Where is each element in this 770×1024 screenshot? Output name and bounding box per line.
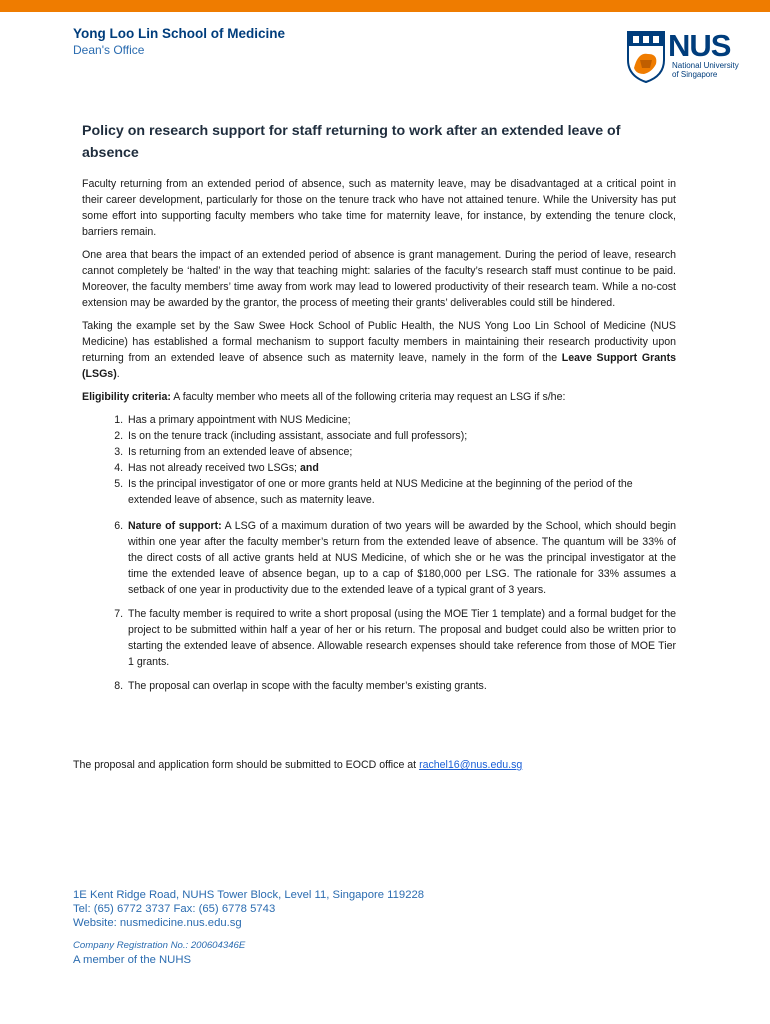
paragraph-mechanism bbox=[82, 318, 676, 382]
lsg-name: Leave Support Grants (LSGs) bbox=[82, 352, 676, 380]
submission-note bbox=[73, 759, 522, 771]
eligibility-text: A faculty member who meets all of the following criteria may request an LSG if s/he: bbox=[170, 391, 566, 403]
list-item: 5. Is the principal investigator of one or more grants held at NUS Medicine at the beginning of the period of the extended leave of absence, such as maternity leave. bbox=[126, 476, 676, 508]
letterhead bbox=[73, 26, 285, 57]
mechanism-end: . bbox=[116, 368, 120, 380]
and-connector: and bbox=[299, 462, 319, 474]
list-item bbox=[126, 518, 676, 598]
email-link[interactable]: rachel16@nus.edu.sg bbox=[419, 759, 523, 771]
logo-subtitle-line1: National University bbox=[672, 61, 739, 70]
list-item: 2. Is on the tenure track (including assistant, associate and full professors); bbox=[126, 428, 676, 444]
criteria-list bbox=[82, 412, 676, 508]
list-item: 8. The proposal can overlap in scope with the faculty member’s existing grants. bbox=[126, 678, 676, 694]
footer-website: Website: nusmedicine.nus.edu.sg bbox=[73, 917, 242, 929]
office-name: Dean's Office bbox=[73, 43, 145, 57]
submission-text: The proposal and application form should be submitted to EOCD office at bbox=[73, 759, 420, 771]
paragraph-grant-management: One area that bears the impact of an extended period of absence is grant management. During the period of leave, research cannot completely be ‘halted’ in the way that teaching might: salaries of the faculty’s research staff must continue to be paid. Moreover, the faculty members’ time away from work may lead to lowered productivity of their research team. While a no-cost extension may be awarded by the grantor, the process of meeting their grants’ deliverables could still be hindered. bbox=[82, 249, 676, 309]
eligibility-label: Eligibility criteria: bbox=[82, 391, 171, 403]
footer bbox=[73, 888, 424, 967]
footer-phone: Tel: (65) 6772 3737 Fax: (65) 6778 5743 bbox=[73, 903, 276, 915]
logo-wordmark: NUS bbox=[668, 28, 731, 63]
footer-registration: Company Registration No.: 200604346E bbox=[73, 940, 246, 951]
footer-address: 1E Kent Ridge Road, NUHS Tower Block, Level 11, Singapore 119228 bbox=[73, 889, 425, 901]
list-item: 1. Has a primary appointment with NUS Medicine; bbox=[126, 412, 676, 428]
list-item: 3. Is returning from an extended leave of absence; bbox=[126, 444, 676, 460]
eligibility-intro bbox=[82, 389, 676, 405]
document-title: Policy on research support for staff returning to work after an extended leave of absence bbox=[82, 123, 621, 161]
nus-logo bbox=[626, 30, 748, 86]
footer-member: A member of the NUHS bbox=[73, 954, 192, 966]
list-item bbox=[126, 460, 676, 476]
support-label: Nature of support: bbox=[128, 520, 222, 532]
document-body bbox=[82, 120, 676, 702]
paragraph-intro: Faculty returning from an extended period of absence, such as maternity leave, may be disadvantaged at a critical point in their career development, particularly for those on the tenure track who have not attained tenure. While the University has put some effort into supporting faculty members who take time for maternity leave, for instance, by extending the tenure clock, barriers remain. bbox=[82, 178, 676, 238]
steps-list bbox=[82, 518, 676, 694]
nus-crest-icon bbox=[626, 30, 666, 84]
mechanism-text: Taking the example set by the Saw Swee Hock School of Public Health, the NUS Yong Loo Lin School of Medicine (NUS Medicine) has established a formal mechanism to support faculty members in maintaining their research productivity upon returning from an extended leave of absence such as maternity leave, namely in the form of the bbox=[82, 320, 676, 364]
support-text: A LSG of a maximum duration of two years will be awarded by the School, which should begin within one year after the faculty member’s return from the extended leave of absence. The quantum will be 33% of the direct costs of all active grants held at NUS Medicine, of which she or he was the principal investigator at the time the extended leave of absence began, up to a cap of $180,000 per LSG. The rationale for 33% assumes a setback of one year in productivity due to the extended leave of a typical grant of 3 years. bbox=[128, 520, 676, 596]
logo-subtitle bbox=[672, 61, 739, 79]
school-name: Yong Loo Lin School of Medicine bbox=[73, 26, 285, 41]
list-item: 7. The faculty member is required to write a short proposal (using the MOE Tier 1 template) and a formal budget for the project to be submitted within half a year of her or his return. The proposal and budget could also be written prior to starting the extended leave of absence. Allowable research expenses should take reference from those of MOE Tier 1 grants. bbox=[126, 606, 676, 670]
top-accent-bar bbox=[0, 0, 770, 12]
logo-subtitle-line2: of Singapore bbox=[672, 70, 718, 79]
criteria-text: Has not already received two LSGs; bbox=[128, 462, 297, 474]
